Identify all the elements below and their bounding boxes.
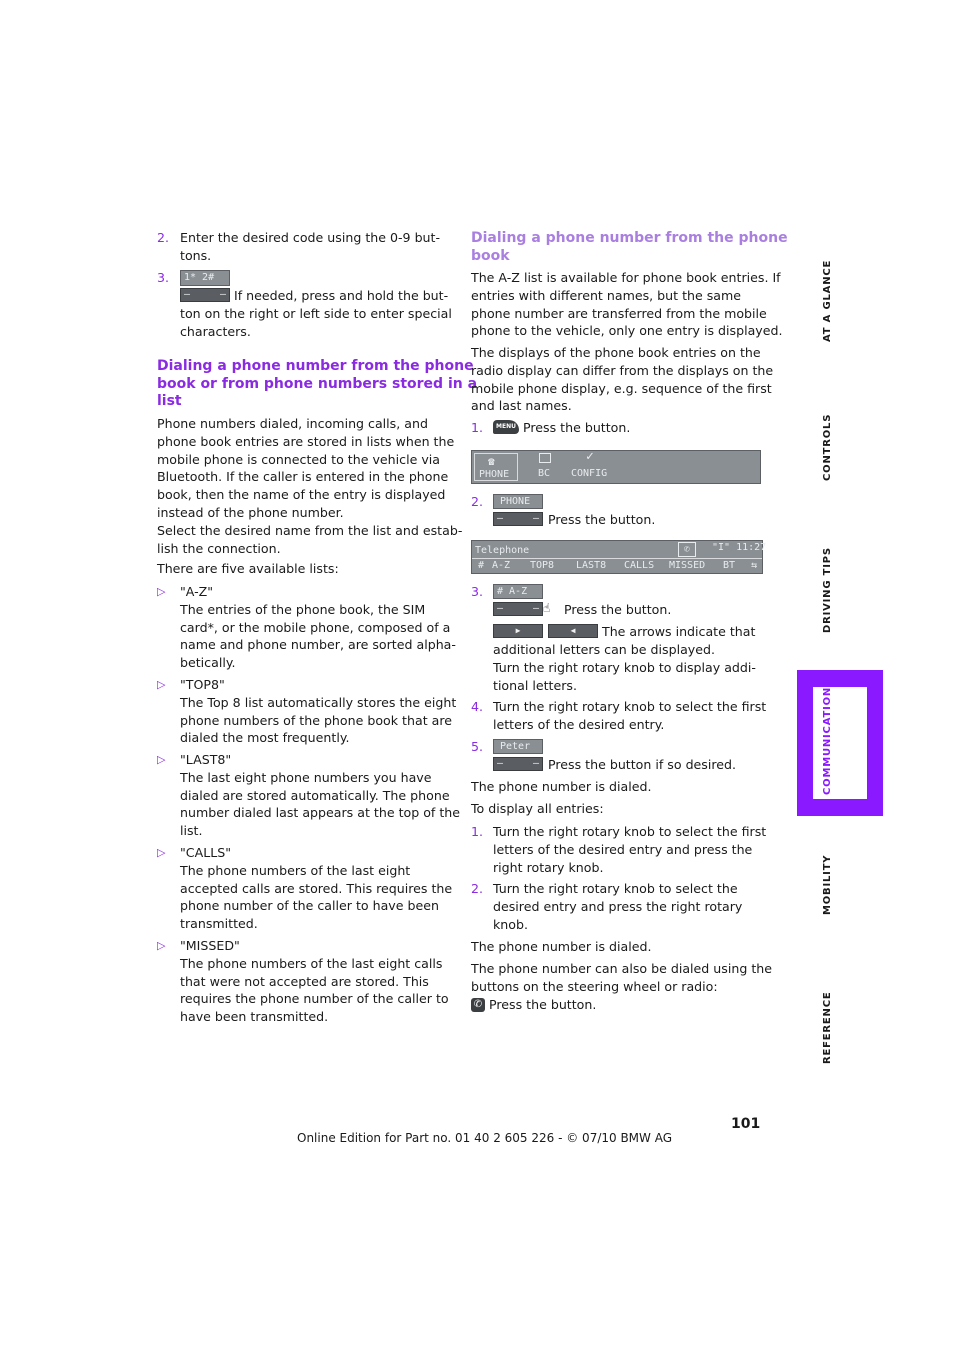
sidebar-tab-at-a-glance[interactable]: AT A GLANCE xyxy=(822,259,833,342)
heading-line: list xyxy=(157,393,182,410)
text-line: characters. xyxy=(180,324,251,339)
arrow-right-graphic: ▶ xyxy=(493,624,543,638)
step-number: 2. xyxy=(471,494,484,509)
text-line: letters of the desired entry and press the xyxy=(493,841,753,857)
text-line: If needed, press and hold the but- xyxy=(234,288,449,303)
text-line: entries with different names, but the same xyxy=(471,287,742,303)
heading-line: book or from phone numbers stored in a xyxy=(157,375,478,392)
intro-paragraph xyxy=(157,415,462,557)
text-line: requires the phone number of the caller to xyxy=(180,991,449,1007)
softkey-button-graphic: – – xyxy=(493,757,543,771)
heading-line: book xyxy=(471,247,510,264)
telephone-screen-display xyxy=(471,540,767,574)
step-number: 3. xyxy=(157,270,170,285)
sidebar-tab-reference[interactable]: REFERENCE xyxy=(822,991,833,1064)
dialed-text-1: The phone number is dialed. xyxy=(471,779,652,794)
phone-handset-icon: ☎ xyxy=(488,455,495,468)
text-line: phone to the vehicle, only one entry is displayed. xyxy=(471,323,783,339)
sidebar-tab-communications[interactable]: COMMUNICATIONS xyxy=(822,678,833,795)
text-line: mobile phone is connected to the vehicle via xyxy=(157,451,440,467)
list-title: "A-Z" xyxy=(180,584,214,599)
tab-hash[interactable]: # xyxy=(478,560,485,571)
lcd-display-special-chars: 1* 2# xyxy=(180,270,230,286)
list-title: "TOP8" xyxy=(180,677,225,692)
text-line: mobile phone display, e.g. sequence of the first xyxy=(471,380,772,396)
text-line: Select the desired name from the list and estab- xyxy=(157,522,463,538)
checkmark-icon: ✓ xyxy=(586,449,594,464)
text-line: name and phone number, are sorted alpha- xyxy=(180,637,456,653)
text-line: additional letters can be displayed. xyxy=(493,642,715,657)
text-line: number dialed last appears at the top of the xyxy=(180,805,461,821)
tab-bt[interactable]: BT xyxy=(723,560,736,571)
text-line: letters of the desired entry. xyxy=(493,716,665,732)
text-line: tional letters. xyxy=(493,678,577,693)
display-all-text: To display all entries: xyxy=(471,801,604,816)
text-line: betically. xyxy=(180,655,236,671)
text-line: desired entry and press the right rotary xyxy=(493,898,743,914)
text-line: The Top 8 list automatically stores the eight xyxy=(180,694,457,710)
text-line: ton on the right or left side to enter special xyxy=(180,306,452,321)
text-line: accepted calls are stored. This requires the xyxy=(180,880,453,896)
telephone-title: Telephone xyxy=(475,545,530,556)
step-number: 3. xyxy=(471,584,484,599)
menu-config-label: CONFIG xyxy=(571,468,608,479)
text-line: knob. xyxy=(493,916,528,932)
five-lists-text: There are five available lists: xyxy=(157,561,339,576)
tab-top8[interactable]: TOP8 xyxy=(530,560,555,571)
bullet-arrow-icon: ▷ xyxy=(157,753,166,766)
text-line: Turn the right rotary knob to select the first xyxy=(493,824,767,839)
text-line: Press the button. xyxy=(489,996,597,1012)
text-line: Press the button. xyxy=(523,420,631,435)
text-line: The A-Z list is available for phone book entries. If xyxy=(471,270,781,285)
menu-phone-cell xyxy=(474,453,518,481)
phone-button-icon: ✆ xyxy=(471,998,485,1012)
lcd-phone-label: PHONE xyxy=(493,494,543,509)
text-line: transmitted. xyxy=(180,916,258,932)
handset-icon: ✆ xyxy=(678,542,696,557)
bullet-arrow-icon: ▷ xyxy=(157,846,166,859)
list-title: "MISSED" xyxy=(180,938,240,953)
text-line: phone book entries are stored in lists when the xyxy=(157,433,455,449)
text-line: radio display can differ from the displays on the xyxy=(471,362,774,378)
heading-line: Dialing a phone number from the phone xyxy=(157,358,474,374)
text-line: The arrows indicate that xyxy=(602,624,756,639)
computer-icon xyxy=(539,453,551,463)
text-line: Enter the desired code using the 0-9 but- xyxy=(180,230,441,245)
paragraph-displays xyxy=(471,344,773,415)
menu-bc-label: BC xyxy=(538,468,551,479)
also-dial-paragraph xyxy=(471,960,772,1014)
text-line: buttons on the steering wheel or radio: xyxy=(471,978,718,994)
edition-footer: Online Edition for Part no. 01 40 2 605 226 - © 07/10 BMW AG xyxy=(297,1131,673,1145)
sidebar-tab-controls[interactable]: CONTROLS xyxy=(822,413,833,481)
dialed-text-2: The phone number is dialed. xyxy=(471,939,652,954)
lcd-entry-peter: Peter xyxy=(493,739,543,754)
tab-row xyxy=(472,558,762,573)
menu-screen-display xyxy=(471,450,761,484)
text-line: Bluetooth. If the caller is entered in the phone xyxy=(157,469,449,485)
text-line: dialed the most frequently. xyxy=(180,730,350,746)
menu-phone-label: PHONE xyxy=(479,469,510,480)
softkey-button-graphic: – – xyxy=(493,512,543,526)
text-line: phone number of the caller to have been xyxy=(180,898,439,914)
page-number: 101 xyxy=(731,1116,761,1132)
text-line: Phone numbers dialed, incoming calls, and xyxy=(157,416,428,431)
arrow-left-graphic: ◀ xyxy=(548,624,598,638)
text-line: have been transmitted. xyxy=(180,1009,329,1025)
text-line: Press the button. xyxy=(564,602,672,617)
text-line: list. xyxy=(180,823,203,839)
text-line: phone numbers of the phone book that are xyxy=(180,712,453,728)
menu-button-icon: MENU xyxy=(493,420,519,434)
heading-line: Dialing a phone number from the phone xyxy=(471,230,788,246)
tab-missed[interactable]: MISSED xyxy=(669,560,706,571)
section-heading-phone-book xyxy=(471,230,788,265)
text-line: The displays of the phone book entries on the xyxy=(471,345,761,360)
softkey-button-graphic: – – xyxy=(180,288,230,302)
text-line: lish the connection. xyxy=(157,540,281,556)
lcd-a-z-label: # A-Z xyxy=(493,584,543,599)
sidebar-tab-driving-tips[interactable]: DRIVING TIPS xyxy=(822,547,833,633)
text-line: The phone numbers of the last eight calls xyxy=(180,955,443,971)
bullet-arrow-icon: ▷ xyxy=(157,585,166,598)
text-line: dialed are stored automatically. The phone xyxy=(180,787,450,803)
step-number: 2. xyxy=(471,881,484,896)
text-line: right rotary knob. xyxy=(493,859,604,875)
step-number: 2. xyxy=(157,230,170,245)
bullet-arrow-icon: ▷ xyxy=(157,939,166,952)
text-line: instead of the phone number. xyxy=(157,504,344,520)
status-time: "I" 11:27 xyxy=(712,542,767,553)
section-heading-lists xyxy=(157,358,477,411)
hand-pointer-icon: ☝ xyxy=(543,601,551,615)
text-line: Turn the right rotary knob to select the xyxy=(493,881,738,896)
text-line: Press the button. xyxy=(548,512,656,527)
text-line: and last names. xyxy=(471,398,572,414)
text-line: tons. xyxy=(180,247,212,263)
tab-calls[interactable]: CALLS xyxy=(624,560,655,571)
list-title: "CALLS" xyxy=(180,845,232,860)
text-line: The phone number can also be dialed using the xyxy=(471,961,772,976)
list-title: "LAST8" xyxy=(180,752,232,767)
text-line: phone number are transferred from the mobile xyxy=(471,305,767,321)
step-number: 5. xyxy=(471,739,484,754)
text-line: The phone numbers of the last eight xyxy=(180,862,411,878)
text-line: book, then the name of the entry is displayed xyxy=(157,487,446,503)
step-number: 1. xyxy=(471,824,484,839)
text-line: Press the button if so desired. xyxy=(548,757,737,772)
text-line: that were not accepted are stored. This xyxy=(180,973,429,989)
bullet-arrow-icon: ▷ xyxy=(157,678,166,691)
swap-icon[interactable]: ⇆ xyxy=(751,560,758,571)
text-line: Turn the right rotary knob to display addi- xyxy=(493,660,756,675)
softkey-button-graphic: – – xyxy=(493,602,543,616)
paragraph-a-z xyxy=(471,269,783,340)
text-line: The entries of the phone book, the SIM xyxy=(180,601,426,617)
tab-last8[interactable]: LAST8 xyxy=(576,560,607,571)
sidebar-tab-mobility[interactable]: MOBILITY xyxy=(822,854,833,915)
text-line: card*, or the mobile phone, composed of a xyxy=(180,619,451,635)
text-line: Turn the right rotary knob to select the first xyxy=(493,699,767,714)
text-line: The last eight phone numbers you have xyxy=(180,769,432,785)
tab-a-z[interactable]: A-Z xyxy=(492,560,511,571)
step-number: 4. xyxy=(471,699,484,714)
step-number: 1. xyxy=(471,420,484,435)
